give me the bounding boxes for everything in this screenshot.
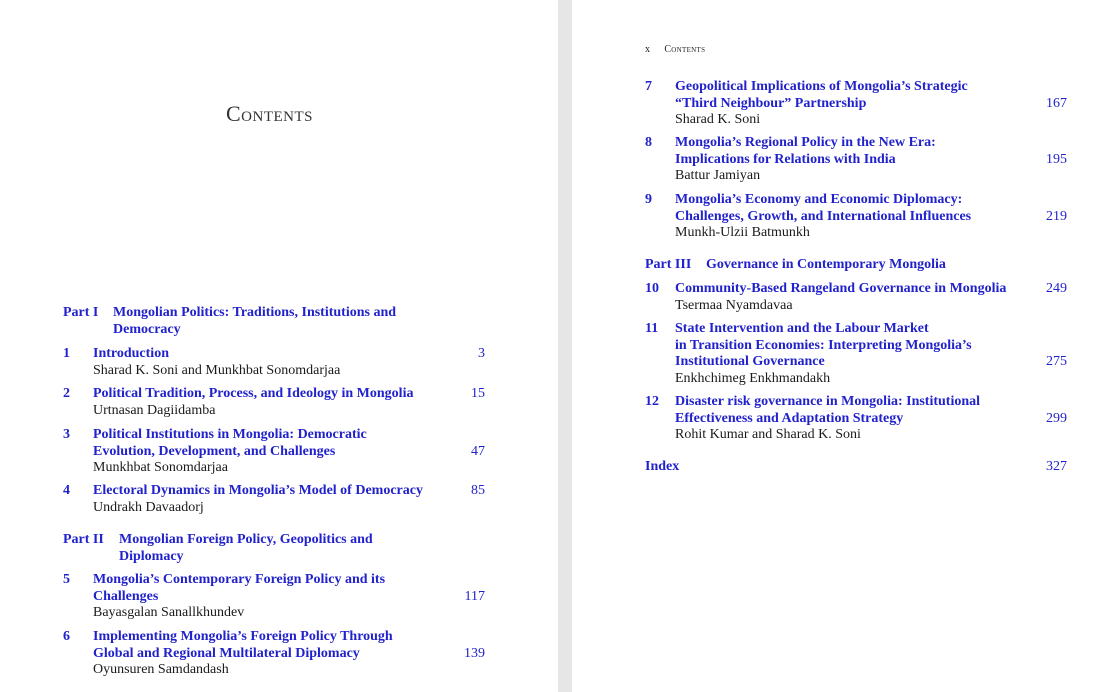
chapter-author: Enkhchimeg Enkhmandakh (675, 370, 831, 386)
part-heading-3[interactable] (645, 257, 1045, 275)
chapter-author: Munkh-Ulzii Batmunkh (675, 225, 810, 240)
chapter-author: Bayasgalan Sanallkhundev (93, 605, 245, 620)
page-gutter (558, 0, 572, 692)
page-number[interactable]: 3 (478, 346, 485, 361)
chapter-number: 10 (645, 281, 659, 296)
chapter-title[interactable]: Political Institutions in Mongolia: Democratic Evolution, Development, and Challenges (93, 427, 367, 459)
page-number[interactable]: 327 (1046, 459, 1067, 474)
chapter-number: 6 (63, 629, 70, 644)
page-number[interactable]: 15 (471, 386, 485, 401)
chapter-title[interactable]: State Intervention and the Labour Market in Transition Economies: Interpreting Mongolia’s Institutional Governance (675, 321, 972, 369)
running-head-title: Contents (664, 44, 706, 55)
chapter-title[interactable]: Disaster risk governance in Mongolia: Institutional Effectiveness and Adaptation Strategy (675, 394, 981, 426)
part-label: Part III (645, 257, 692, 272)
part-title: Mongolian Foreign Policy, Geopolitics and Diplomacy (119, 532, 373, 564)
page-number[interactable]: 275 (1046, 354, 1067, 369)
chapter-author: Undrakh Davaadorj (93, 499, 204, 515)
chapter-title[interactable]: Electoral Dynamics in Mongolia’s Model of Democracy (93, 483, 423, 498)
page-number[interactable]: 139 (464, 645, 485, 661)
chapter-title[interactable]: Mongolia’s Regional Policy in the New Era: Implications for Relations with India (675, 135, 936, 167)
chapter-number: 1 (63, 346, 70, 361)
chapter-title[interactable]: Geopolitical Implications of Mongolia’s Strategic “Third Neighbour” Partnership (675, 79, 968, 111)
chapter-title[interactable]: Mongolia’s Contemporary Foreign Policy and its Challenges (93, 572, 386, 604)
folio: x (645, 44, 651, 55)
chapter-number: 2 (63, 386, 70, 401)
chapter-number: 8 (645, 135, 652, 150)
part-label: Part I (63, 305, 99, 320)
page-number[interactable]: 219 (1046, 208, 1067, 224)
part-title: Mongolian Politics: Traditions, Institutions and Democracy (113, 305, 397, 337)
chapter-title[interactable]: Political Tradition, Process, and Ideology in Mongolia (93, 386, 414, 401)
chapter-author: Oyunsuren Samdandash (93, 662, 229, 677)
page-number[interactable]: 195 (1046, 151, 1067, 167)
chapter-number: 12 (645, 394, 659, 409)
chapter-title[interactable]: Implementing Mongolia’s Foreign Policy Through Global and Regional Multilateral Diplomacy (93, 629, 393, 661)
chapter-number: 5 (63, 572, 70, 587)
right-page (572, 0, 1115, 692)
running-head (645, 44, 705, 55)
page-number[interactable]: 249 (1046, 281, 1067, 296)
chapter-author: Sharad K. Soni and Munkhbat Sonomdarjaa (93, 362, 341, 378)
chapter-title[interactable]: Introduction (93, 346, 169, 361)
chapter-number: 9 (645, 192, 652, 207)
part-heading-1[interactable] (63, 305, 443, 339)
part-title: Governance in Contemporary Mongolia (706, 257, 946, 272)
part-label: Part II (63, 532, 104, 547)
chapter-title[interactable]: Community-Based Rangeland Governance in Mongolia (675, 281, 1007, 296)
chapter-author: Urtnasan Dagiidamba (93, 402, 216, 418)
page-number[interactable]: 167 (1046, 95, 1067, 111)
chapter-author: Munkhbat Sonomdarjaa (93, 460, 228, 475)
part-heading-2[interactable] (63, 532, 443, 566)
index-label[interactable]: Index (645, 459, 680, 474)
page-number[interactable]: 117 (464, 588, 485, 604)
chapter-author: Sharad K. Soni (675, 112, 761, 127)
page-number[interactable]: 299 (1046, 410, 1067, 426)
contents-heading: Contents (226, 101, 314, 126)
chapter-number: 4 (63, 483, 70, 498)
chapter-author: Battur Jamiyan (675, 168, 761, 183)
chapter-author: Tsermaa Nyamdavaa (675, 297, 793, 313)
chapter-title[interactable]: Mongolia’s Economy and Economic Diplomacy: Challenges, Growth, and International Influences (675, 192, 972, 224)
chapter-number: 3 (63, 427, 70, 442)
chapter-number: 7 (645, 79, 652, 94)
page-number[interactable]: 85 (471, 483, 485, 498)
chapter-number: 11 (645, 321, 659, 336)
page-number[interactable]: 47 (471, 443, 485, 459)
chapter-author: Rohit Kumar and Sharad K. Soni (675, 427, 861, 442)
